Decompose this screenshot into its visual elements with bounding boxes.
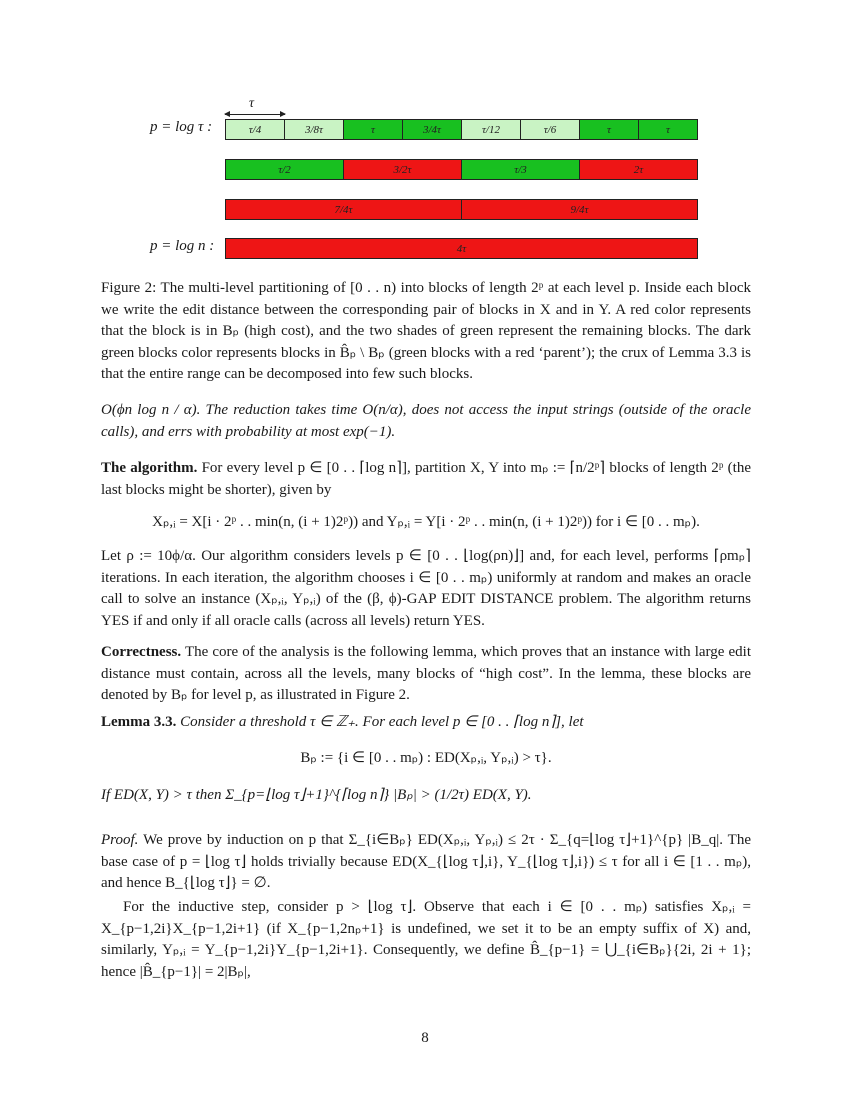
block-r0-7: τ <box>638 119 698 140</box>
block-r2-0: 7/4τ <box>225 199 462 220</box>
algorithm-paragraph <box>101 458 751 501</box>
lemma-heading: Lemma 3.3. <box>101 714 177 730</box>
tau-width-arrow <box>225 114 285 115</box>
block-r1-2: τ/3 <box>461 159 580 180</box>
block-r0-6: τ <box>579 119 639 140</box>
block-r2-1: 9/4τ <box>461 199 698 220</box>
proof-text: We prove by induction on p that Σ_{i∈Bₚ} ED(Xₚ,ᵢ, Yₚ,ᵢ) ≤ 2τ · Σ_{q=⌊log τ⌋+1}^{p} |B_q|. The base case of p = ⌊log τ⌋ holds trivially because ED(X_{⌊log τ⌋,i}, Y_{⌊log τ⌋,i}) ≤ τ for all i ∈ [1 . . mₚ), and hence B_{⌊log τ⌋} = ∅. <box>101 832 752 891</box>
level-label-log-tau: p = log τ : <box>150 119 213 135</box>
bp-definition-equation: Bₚ := {i ∈ [0 . . mₚ) : ED(Xₚ,ᵢ, Yₚ,ᵢ) > τ}. <box>300 750 552 766</box>
block-r1-3: 2τ <box>579 159 698 180</box>
page-number: 8 <box>421 1030 429 1046</box>
lemma-statement <box>101 712 751 734</box>
rho-paragraph: Let ρ := 10ϕ/α. Our algorithm considers levels p ∈ [0 . . ⌊log(ρn)⌋] and, for each level, performs ⌈ρmₚ⌉ iterations. In each iteration, the algorithm chooses i ∈ [0 . . mₚ) uniformly at random and makes an oracle call to solve an instance (Xₚ,ᵢ, Yₚ,ᵢ) of the (β, ϕ)-GAP EDIT DISTANCE problem. The algorithm returns YES if and only if all oracle calls (across all levels) return YES. <box>101 548 751 629</box>
block-definition-equation: Xₚ,ᵢ = X[i · 2ᵖ . . min(n, (i + 1)2ᵖ)) and Yₚ,ᵢ = Y[i · 2ᵖ . . min(n, (i + 1)2ᵖ)) for i ∈ [0 . . mₚ). <box>152 514 700 530</box>
inductive-step-paragraph: For the inductive step, consider p > ⌊log τ⌋. Observe that each i ∈ [0 . . mₚ) satisfies Xₚ,ᵢ = X_{p−1,2i}X_{p−1,2i+1} (if X_{p−1,2nₚ+1} is undefined, we set it to be an empty suffix of X) and, similarly, Yₚ,ᵢ = Y_{p−1,2i}Y_{p−1,2i+1}. Consequently, we define B̂_{p−1} = ⋃_{i∈Bₚ}{2i, 2i + 1}; hence |B̂_{p−1}| = 2|Bₚ|, <box>101 899 751 980</box>
correctness-text: The core of the analysis is the following lemma, which proves that an instance with large edit distance must contain, across all the levels, many blocks of “high cost”. In the lemma, these blocks are denoted by Bₚ for level p, as illustrated in Figure 2. <box>101 644 751 703</box>
correctness-heading: Correctness. <box>101 644 182 660</box>
block-r0-0: τ/4 <box>225 119 285 140</box>
correctness-paragraph <box>101 642 751 707</box>
level-label-log-n: p = log n : <box>150 238 215 254</box>
block-r0-5: τ/6 <box>520 119 580 140</box>
lemma-conclusion: If ED(X, Y) > τ then Σ_{p=⌊log τ⌋+1}^{⌈log n⌉} |Bₚ| > (1/2τ) ED(X, Y). <box>101 787 532 803</box>
lemma-text: Consider a threshold τ ∈ ℤ₊. For each level p ∈ [0 . . ⌈log n⌉], let <box>180 714 584 730</box>
algorithm-heading: The algorithm. <box>101 460 198 476</box>
figure-caption: Figure 2: The multi-level partitioning of [0 . . n) into blocks of length 2ᵖ at each level p. Inside each block we write the edit distance between the corresponding pair of blocks in X and in Y. A red color represents that the block is in Bₚ (high cost), and the two shades of green represent the remaining blocks. The dark green blocks color represents blocks in B̂ₚ \ Bₚ (green blocks with a red ‘parent’); the crux of Lemma 3.3 is that the entire range can be decomposed into few such blocks. <box>101 280 751 382</box>
proof-paragraph <box>101 830 751 895</box>
block-r0-3: 3/4τ <box>402 119 462 140</box>
block-r1-0: τ/2 <box>225 159 344 180</box>
block-r3-0: 4τ <box>225 238 698 259</box>
block-r0-2: τ <box>343 119 403 140</box>
block-r0-1: 3/8τ <box>284 119 344 140</box>
proof-heading: Proof. <box>101 832 139 848</box>
reduction-paragraph: O(ϕn log n / α). The reduction takes time O(n/α), does not access the input strings (outside of the oracle calls), and errs with probability at most exp(−1). <box>101 402 751 440</box>
block-r0-4: τ/12 <box>461 119 521 140</box>
block-r1-1: 3/2τ <box>343 159 462 180</box>
tau-label: τ <box>249 96 255 111</box>
algorithm-text: For every level p ∈ [0 . . ⌈log n⌉], partition X, Y into mₚ := ⌈n/2ᵖ⌉ blocks of length 2ᵖ (the last blocks might be shorter), given by <box>101 460 751 498</box>
figure-2 <box>0 0 850 270</box>
